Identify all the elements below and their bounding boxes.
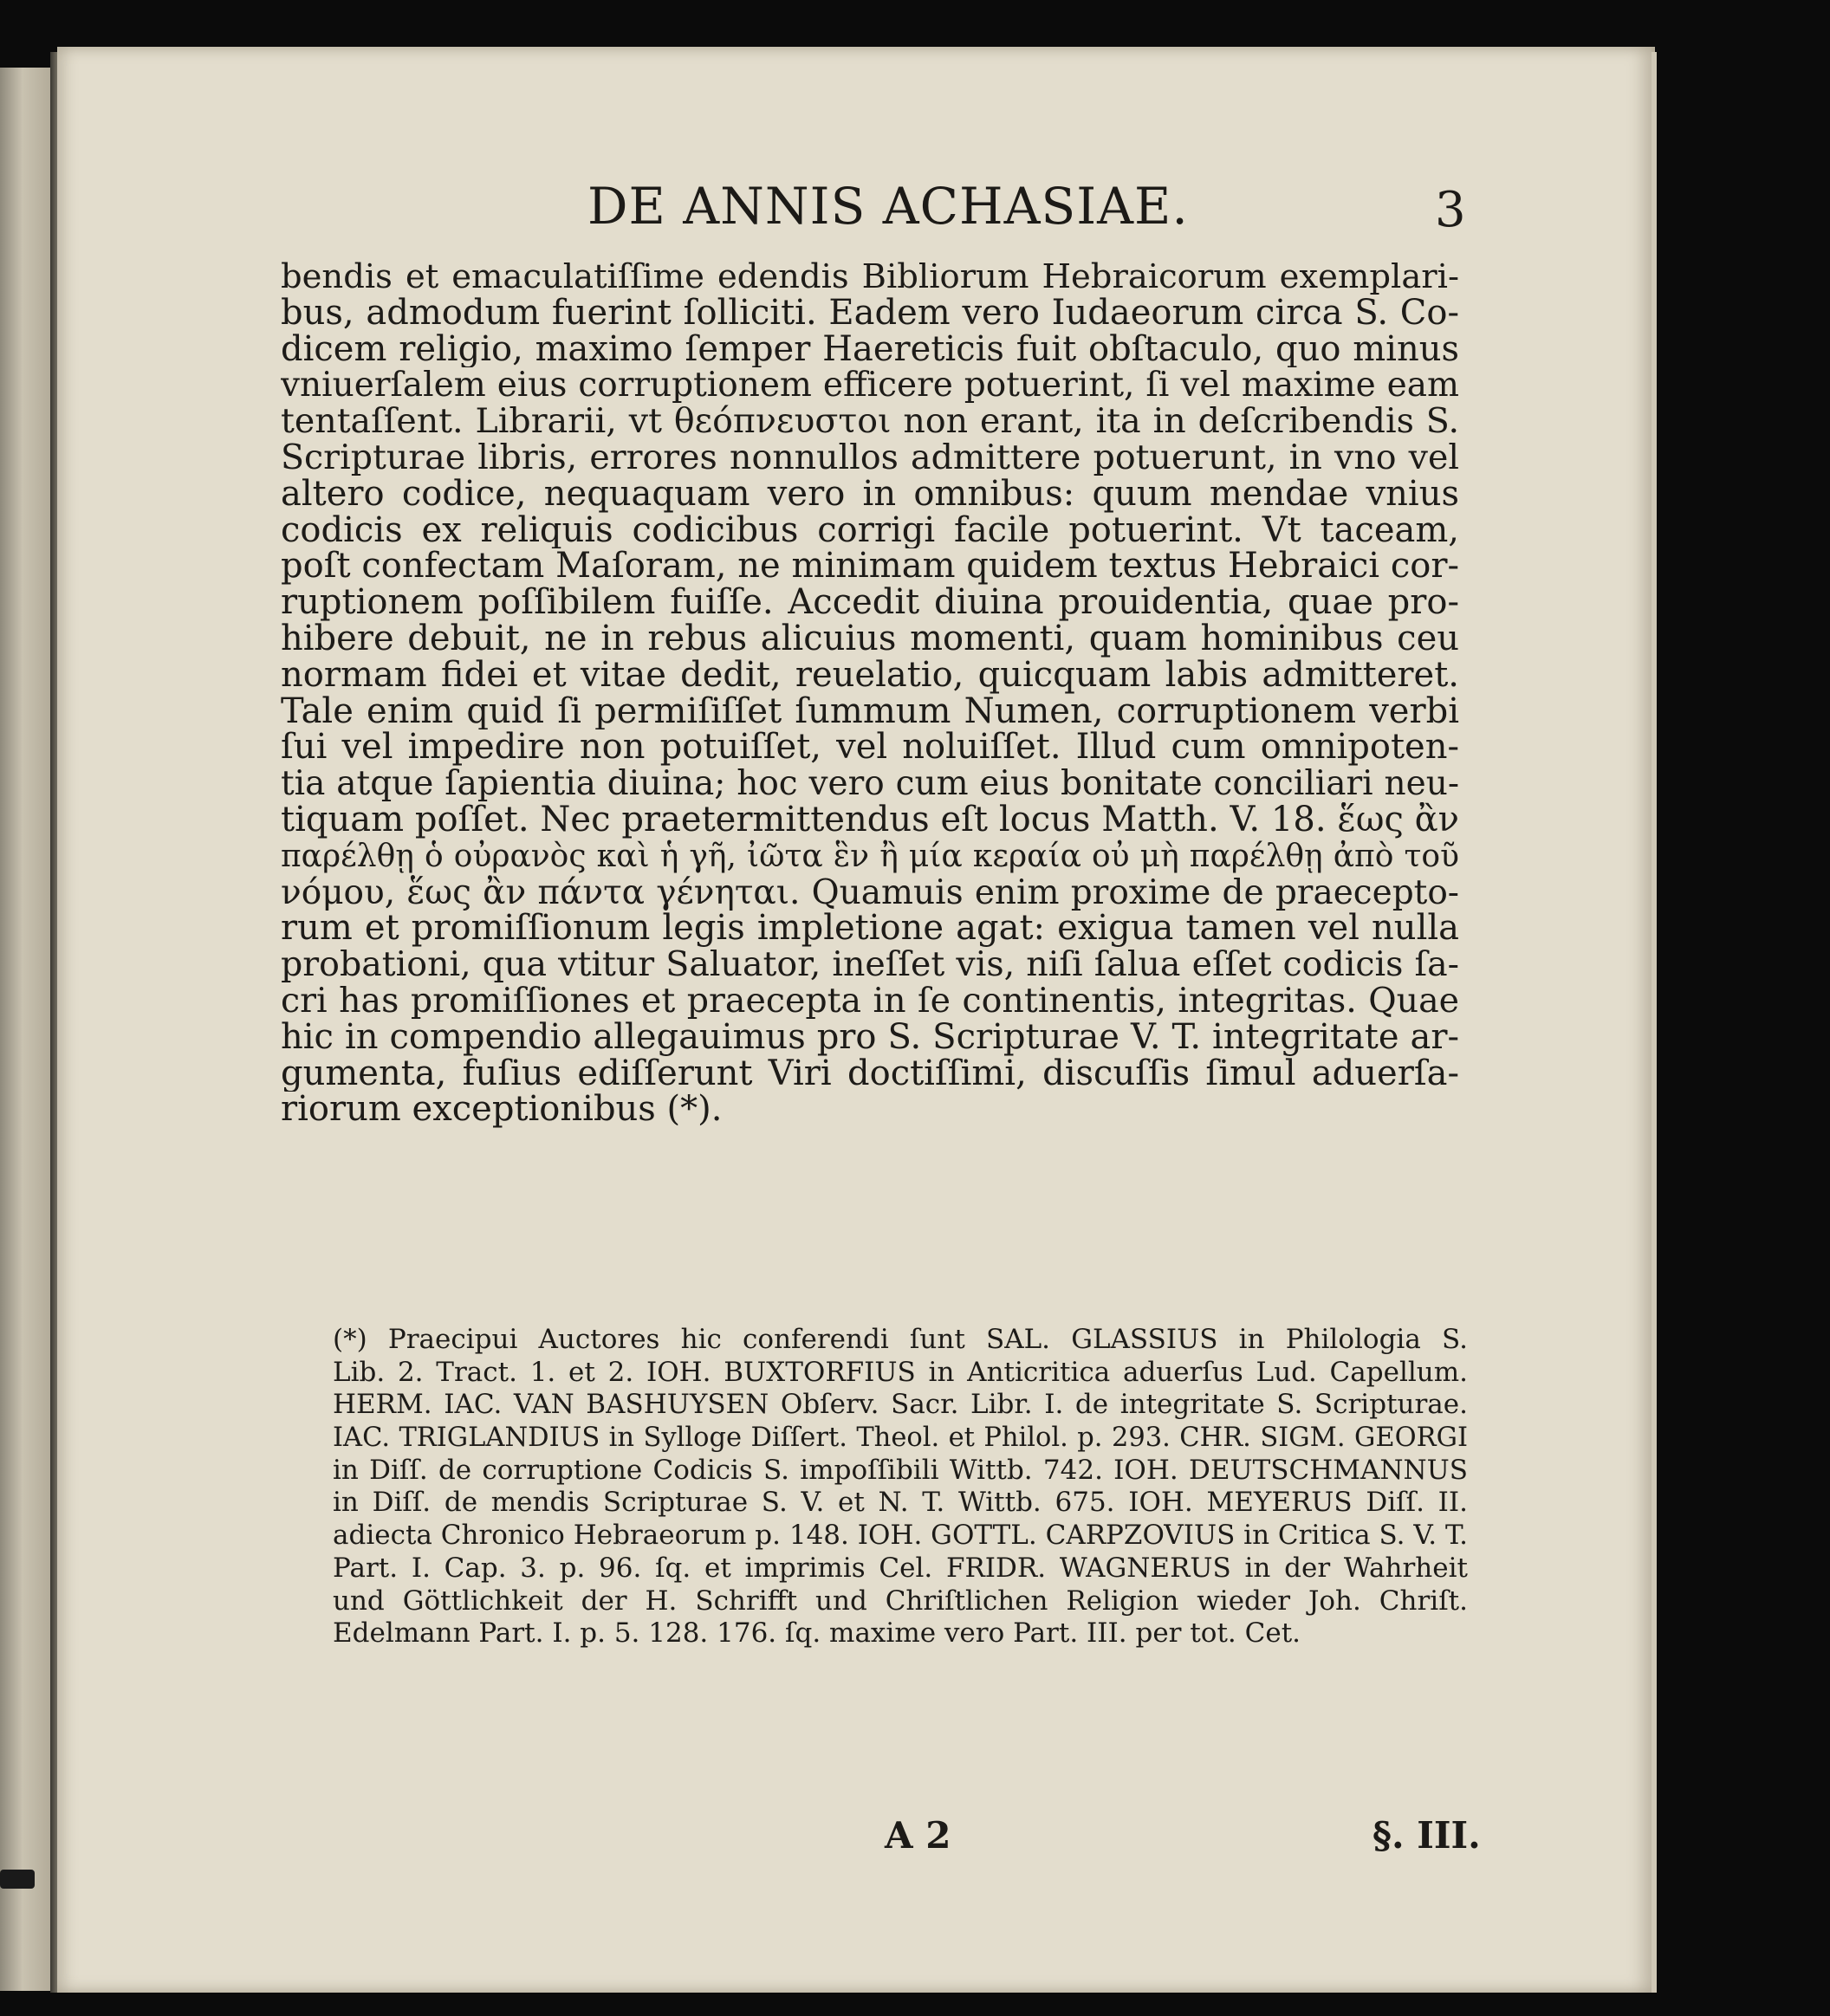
catchword: §. III. [1372,1814,1481,1857]
page-number: 3 [1435,182,1466,238]
text-line: ruptionem poſſibilem fuiſſe. Accedit diuina prouidentia, quae pro- [281,585,1459,621]
text-line: dicem religio, maximo ſemper Haereticis fuit obſtaculo, quo minus [281,331,1459,368]
footnote-line: Edelmann Part. I. p. 5. 128. 176. ſq. maxime vero Part. III. per tot. Cet. [333,1617,1301,1650]
page-header [57,177,1652,238]
footnote-line: Lib. 2. Tract. 1. et 2. IOH. BUXTORFIUS in Anticritica aduerſus Lud. Capellum. [333,1356,1468,1388]
text-line: νόμου, ἕως ἂν πάντα γένηται. Quamuis enim proxime de praecepto- [281,874,1459,911]
text-line: poſt confectam Maſoram, ne minimam quidem textus Hebraici cor- [281,548,1459,586]
text-line: tentaſſent. Librarii, vt θεόπνευστοι non erant, ita in deſcribendis S. [281,404,1459,440]
text-line: tiquam poſſet. Nec praetermittendus eſt locus Matth. V. 18. ἕως ἂν [281,801,1459,839]
text-line: Scripturae libris, errores nonnullos admittere potuerunt, in vno vel [281,439,1459,476]
text-line: gumenta, fuſius ediſſerunt Viri doctiſſimi, discuſſis ſimul aduerſa- [281,1055,1459,1092]
footnote-line: Part. I. Cap. 3. p. 96. ſq. et imprimis Cel. FRIDR. WAGNERUS in der Wahrheit [333,1552,1468,1584]
book-page [57,47,1655,1993]
footnote [333,1324,1468,1650]
text-line: ſui vel impedire non potuiſſet, vel noluiſſet. Illud cum omnipoten- [281,729,1459,767]
text-line: hic in compendio allegauimus pro S. Scripturae V. T. integritate ar- [281,1019,1459,1056]
running-title: DE ANNIS ACHASIAE. [587,177,1189,236]
text-line: probationi, qua vtitur Saluator, ineſſet vis, niſi ſalua eſſet codicis ſa- [281,947,1459,983]
binding-mark [0,1870,35,1889]
text-line: normam fidei et vitae dedit, reuelatio, quicquam labis admitteret. [281,657,1459,694]
text-line: codicis ex reliquis codicibus corrigi facile potuerint. Vt taceam, [281,512,1459,549]
footnote-line: IAC. TRIGLANDIUS in Sylloge Diſſert. Theol. et Philol. p. 293. CHR. SIGM. GEORGI [333,1423,1468,1454]
text-line: rum et promiſſionum legis impletione agat: exigua tamen vel nulla [281,911,1459,948]
text-line: tia atque ſapientia diuina; hoc vero cum eius bonitate conciliari neu- [281,766,1459,802]
main-text [281,259,1459,1128]
text-line: hibere debuit, ne in rebus alicuius momenti, quam hominibus ceu [281,620,1459,658]
text-line: bus, admodum fuerint ſolliciti. Eadem vero Iudaeorum circa S. Co- [281,295,1459,332]
text-line: Tale enim quid ſi permiſiſſet ſummum Numen, corruptionem verbi [281,693,1459,730]
text-line: altero codice, nequaquam vero in omnibus: quum mendae vnius [281,476,1459,513]
text-line: cri has promiſſiones et praecepta in ſe continentis, integritas. Quae [281,982,1459,1020]
footnote-line: (*) Praecipui Auctores hic conferendi ſunt SAL. GLASSIUS in Philologia S. [333,1324,1468,1355]
text-line: bendis et emaculatiſſime edendis Bibliorum Hebraicorum exemplari- [281,259,1459,295]
facing-page-edge [0,68,53,1991]
footnote-line: in Diſſ. de mendis Scripturae S. V. et N. T. Wittb. 675. IOH. MEYERUS Diſſ. II. [333,1487,1468,1519]
page-edge [1652,52,1657,1993]
footnote-line: adiecta Chronico Hebraeorum p. 148. IOH. GOTTL. CARPZOVIUS in Critica S. V. T. [333,1520,1468,1552]
footnote-line: und Göttlichkeit der H. Schrifft und Chriſtlichen Religion wieder Joh. Chriſt. [333,1585,1468,1617]
text-line: riorum exceptionibus (*). [281,1092,723,1129]
text-line: vniuerſalem eius corruptionem efficere potuerint, ſi vel maxime eam [281,367,1459,405]
greek-text-line: παρέλθῃ ὁ οὐρανὸς καὶ ἡ γῆ, ἰῶτα ἓν ἢ μία κεραία οὐ μὴ παρέλθῃ ἀπὸ τοῦ [281,838,1459,874]
signature-mark: A 2 [885,1814,951,1857]
footnote-line: HERM. IAC. VAN BASHUYSEN Obſerv. Sacr. Libr. I. de integritate S. Scripturae. [333,1389,1468,1421]
footnote-line: in Diſſ. de corruptione Codicis S. impoſſibili Wittb. 742. IOH. DEUTSCHMANNUS [333,1454,1468,1486]
